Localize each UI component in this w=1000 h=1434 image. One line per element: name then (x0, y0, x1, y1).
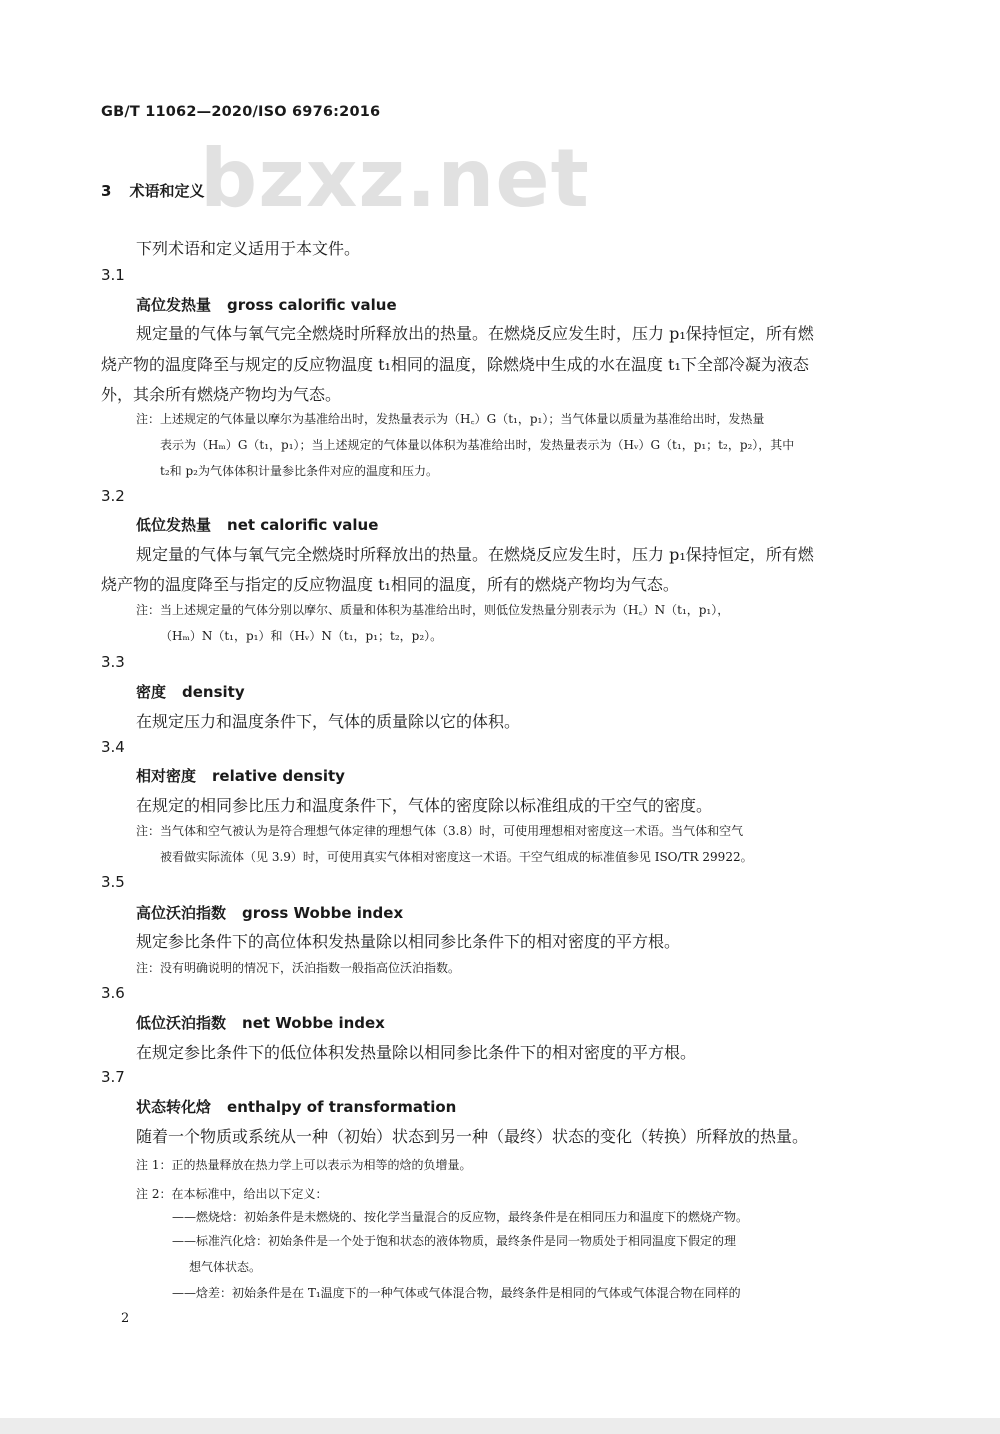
watermark: bzxz.net (200, 132, 590, 225)
standard-code-header: GB/T 11062—2020/ISO 6976:2016 (101, 104, 381, 120)
chapter-number: 3 (101, 182, 112, 200)
note-line: 注 2：在本标准中，给出以下定义： (136, 1187, 328, 1201)
term-heading (136, 514, 378, 535)
note-line: 注：当气体和空气被认为是符合理想气体定律的理想气体（3.8）时，可使用理想相对密度这一术语。当气体和空气 (136, 824, 744, 838)
term-zh: 低位发热量 (136, 516, 212, 534)
term-heading (136, 902, 403, 923)
note-line: 表示为（Hₘ）G（t₁，p₁）；当上述规定的气体量以体积为基准给出时，发热量表示为（Hᵥ）G（t₁，p₁；t₂，p₂），其中 (160, 438, 795, 452)
definition-line: 烧产物的温度降至与指定的反应物温度 t₁相同的温度，所有的燃烧产物均为气态。 (101, 575, 679, 594)
note-line: 注：上述规定的气体量以摩尔为基准给出时，发热量表示为（H꜀）G（t₁，p₁）；当气体量以质量为基准给出时，发热量 (136, 412, 765, 426)
term-en: gross Wobbe index (242, 904, 404, 922)
term-zh: 高位沃泊指数 (136, 904, 227, 922)
term-zh: 低位沃泊指数 (136, 1014, 227, 1032)
term-zh: 状态转化焓 (136, 1098, 212, 1116)
term-heading (136, 294, 397, 315)
term-number: 3.3 (101, 653, 125, 671)
intro-text: 下列术语和定义适用于本文件。 (136, 239, 361, 258)
term-heading (136, 765, 345, 786)
note-line: 注 1：正的热量释放在热力学上可以表示为相等的焓的负增量。 (136, 1158, 472, 1172)
term-number: 3.5 (101, 873, 125, 891)
chapter-heading (101, 180, 204, 201)
term-en: enthalpy of transformation (227, 1098, 457, 1116)
note-line: 注：当上述规定量的气体分别以摩尔、质量和体积为基准给出时，则低位发热量分别表示为（H꜀）N（t₁，p₁）， (136, 603, 730, 617)
note-line: t₂和 p₂为气体体积计量参比条件对应的温度和压力。 (160, 464, 438, 478)
term-en: net calorific value (227, 516, 379, 534)
note-line: ——焓差：初始条件是在 T₁温度下的一种气体或气体混合物，最终条件是相同的气体或气体混合物在同样的 (172, 1286, 741, 1300)
note-line: 注：没有明确说明的情况下，沃泊指数一般指高位沃泊指数。 (136, 961, 461, 975)
term-zh: 密度 (136, 683, 167, 701)
term-zh: 相对密度 (136, 767, 197, 785)
term-number: 3.4 (101, 738, 125, 756)
note-line: 被看做实际流体（见 3.9）时，可使用真实气体相对密度这一术语。干空气组成的标准值参见 ISO/TR 29922。 (160, 850, 753, 864)
definition-line: 外，其余所有燃烧产物均为气态。 (101, 385, 342, 404)
term-number: 3.6 (101, 984, 125, 1002)
note-line: （Hₘ）N（t₁，p₁）和（Hᵥ）N（t₁，p₁；t₂，p₂）。 (160, 629, 443, 643)
definition-line: 在规定压力和温度条件下，气体的质量除以它的体积。 (136, 712, 521, 731)
note-line: ——燃烧焓：初始条件是未燃烧的、按化学当量混合的反应物，最终条件是在相同压力和温度下的燃烧产物。 (172, 1210, 749, 1224)
term-number: 3.2 (101, 487, 125, 505)
term-zh: 高位发热量 (136, 296, 212, 314)
term-heading (136, 681, 245, 702)
definition-line: 规定量的气体与氧气完全燃烧时所释放出的热量。在燃烧反应发生时，压力 p₁保持恒定，所有燃 (136, 545, 814, 564)
definition-line: 在规定参比条件下的低位体积发热量除以相同参比条件下的相对密度的平方根。 (136, 1043, 697, 1062)
definition-line: 烧产物的温度降至与规定的反应物温度 t₁相同的温度，除燃烧中生成的水在温度 t₁下全部冷凝为液态 (101, 355, 809, 374)
viewer-bottom-bar (0, 1418, 1000, 1434)
term-en: density (182, 683, 245, 701)
term-number: 3.7 (101, 1068, 125, 1086)
term-en: relative density (212, 767, 345, 785)
definition-line: 随着一个物质或系统从一种（初始）状态到另一种（最终）状态的变化（转换）所释放的热量。 (136, 1127, 809, 1146)
term-en: gross calorific value (227, 296, 397, 314)
term-en: net Wobbe index (242, 1014, 385, 1032)
page-number: 2 (121, 1311, 130, 1326)
definition-line: 规定量的气体与氧气完全燃烧时所释放出的热量。在燃烧反应发生时，压力 p₁保持恒定，所有燃 (136, 324, 814, 343)
term-number: 3.1 (101, 266, 125, 284)
chapter-title: 术语和定义 (129, 182, 205, 200)
note-line: ——标准汽化焓：初始条件是一个处于饱和状态的液体物质，最终条件是同一物质处于相同温度下假定的理 (172, 1234, 737, 1248)
definition-line: 在规定的相同参比压力和温度条件下，气体的密度除以标准组成的干空气的密度。 (136, 796, 713, 815)
term-heading (136, 1012, 385, 1033)
note-line: 想气体状态。 (189, 1260, 262, 1274)
term-heading (136, 1096, 456, 1117)
definition-line: 规定参比条件下的高位体积发热量除以相同参比条件下的相对密度的平方根。 (136, 932, 681, 951)
